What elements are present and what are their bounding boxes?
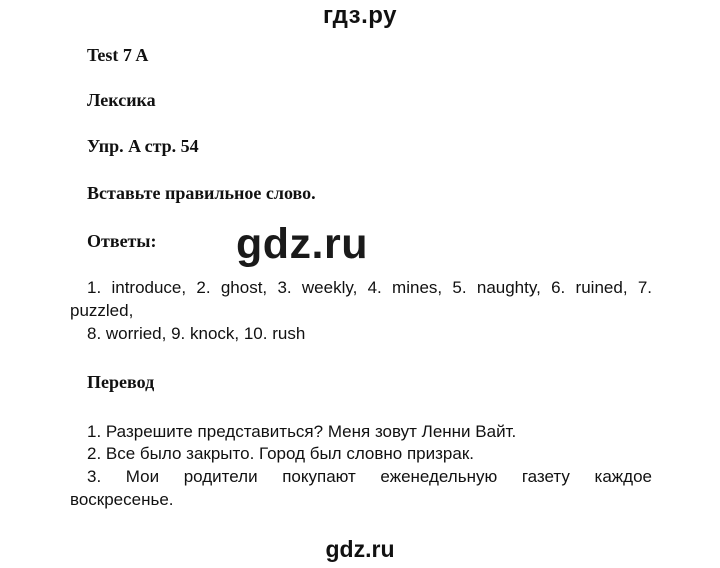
instruction-text: Вставьте правильное слово. <box>87 183 316 203</box>
translation-heading: Перевод <box>87 372 155 392</box>
translation-line: 1. Разрешите представиться? Меня зовут Ленни Вайт. <box>87 422 517 441</box>
translation-line: 3. Мои родители покупают еженедельную газету каждое <box>87 467 652 486</box>
test-title: Test 7 A <box>87 45 149 65</box>
answers-heading: Ответы: <box>87 231 157 251</box>
site-footer: gdz.ru <box>325 536 395 562</box>
section-heading: Лексика <box>87 90 156 110</box>
answers-line: 8. worried, 9. knock, 10. rush <box>87 324 306 343</box>
translation-line: 2. Все было закрыто. Город был словно призрак. <box>87 444 474 463</box>
exercise-reference: Упр. A стр. 54 <box>87 136 199 156</box>
answers-line: 1. introduce, 2. ghost, 3. weekly, 4. mines, 5. naughty, 6. ruined, 7. <box>87 278 652 297</box>
site-header: гдз.ру <box>323 2 397 29</box>
watermark: gdz.ru <box>236 220 368 268</box>
translation-line: воскресенье. <box>70 490 174 509</box>
answers-line: puzzled, <box>70 301 134 320</box>
